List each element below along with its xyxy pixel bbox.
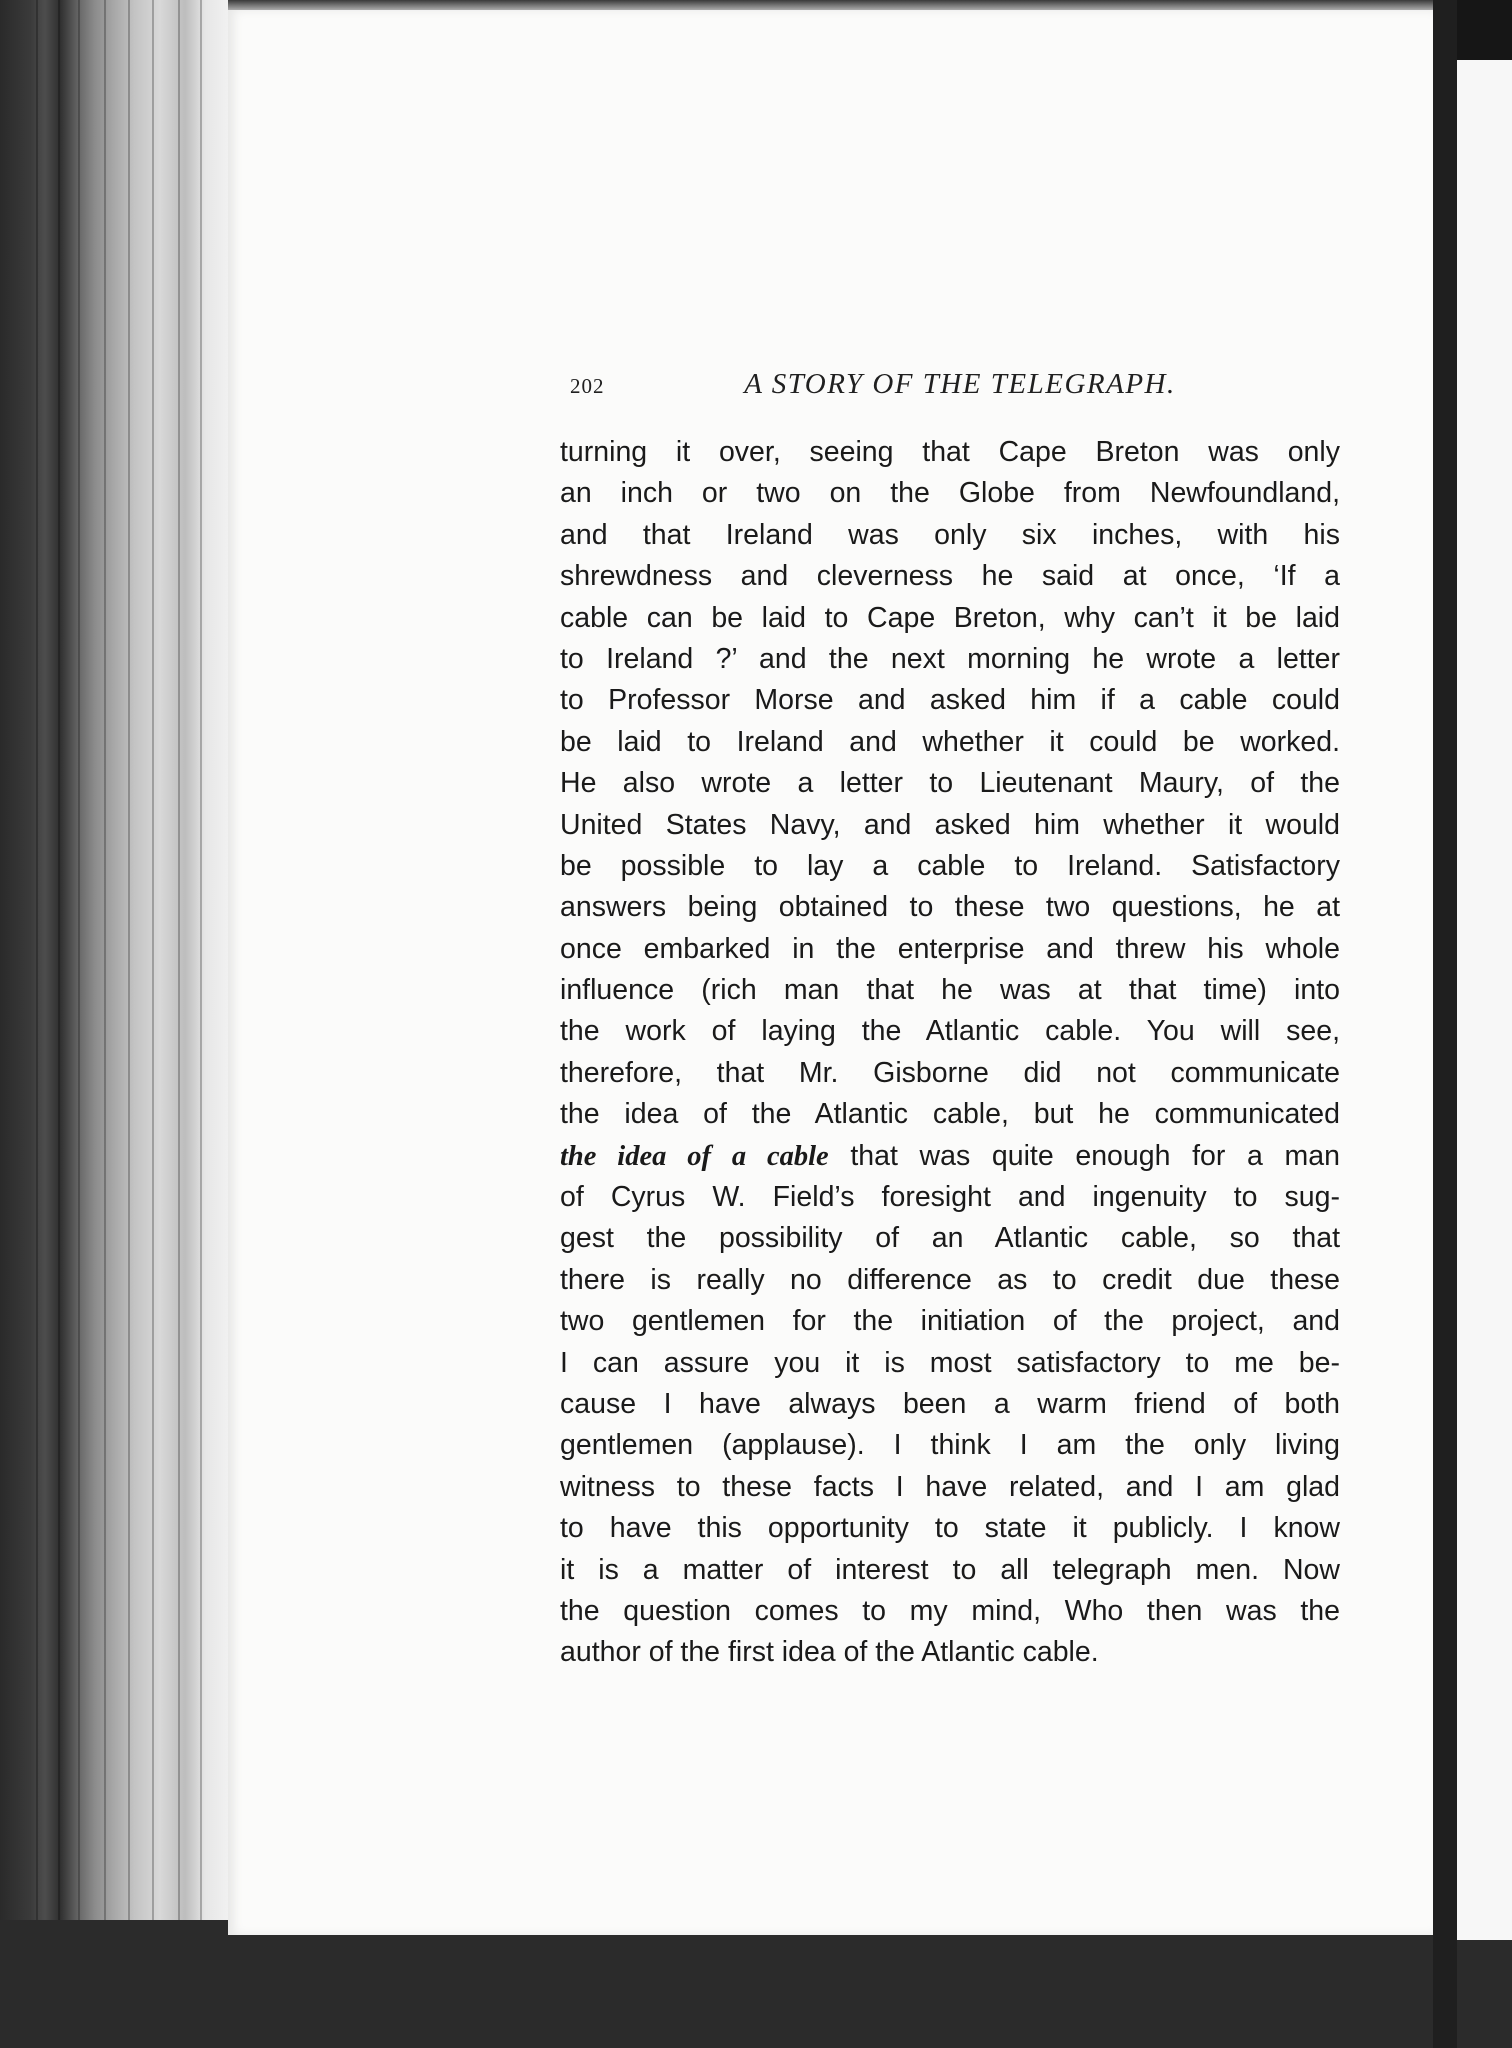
scanner-bottom-background [0, 1920, 1512, 2048]
gutter-shadow [1433, 0, 1457, 2048]
text-line: witness to these facts I have related, and I am glad [560, 1470, 1340, 1503]
text-line: gest the possibility of an Atlantic cable, so that [560, 1222, 1340, 1255]
text-line: turning it over, seeing that Cape Breton was only [560, 436, 1340, 468]
text-line: the work of laying the Atlantic cable. You will see, [560, 1015, 1340, 1048]
text-line: I can assure you it is most satisfactory to me be- [560, 1346, 1340, 1379]
text-line: an inch or two on the Globe from Newfoundland, [560, 477, 1340, 510]
text-line: answers being obtained to these two questions, he at [560, 891, 1340, 924]
text-line: influence (rich man that he was at that time) into [560, 974, 1340, 1007]
text-line: there is really no difference as to credit due these [560, 1263, 1340, 1296]
page-number: 202 [570, 374, 605, 398]
text-line: therefore, that Mr. Gisborne did not communicate [560, 1056, 1340, 1089]
text-line: to Ireland ?’ and the next morning he wrote a letter [560, 642, 1340, 675]
body-text [560, 432, 1340, 1674]
line-text: that was quite enough for a man [828, 1139, 1340, 1172]
book-page-edges [0, 0, 250, 2048]
page-header [570, 368, 1340, 408]
text-line: two gentlemen for the initiation of the project, and [560, 1305, 1340, 1338]
text-line: author of the first idea of the Atlantic cable. [560, 1636, 1099, 1669]
text-line: He also wrote a letter to Lieutenant Maury, of the [560, 767, 1340, 800]
text-line: shrewdness and cleverness he said at once, ‘If a [560, 560, 1340, 593]
facing-page-sliver [1457, 60, 1512, 1940]
text-line: the question comes to my mind, Who then was the [560, 1594, 1340, 1627]
running-title: A STORY OF THE TELEGRAPH. [744, 368, 1176, 400]
text-line: be possible to lay a cable to Ireland. Satisfactory [560, 849, 1340, 882]
text-line: cause I have always been a warm friend of both [560, 1387, 1340, 1420]
text-line: and that Ireland was only six inches, with his [560, 518, 1340, 551]
emphasized-phrase: the idea of a cable [560, 1140, 829, 1172]
text-line: it is a matter of interest to all telegraph men. Now [560, 1553, 1340, 1586]
text-line: cable can be laid to Cape Breton, why can’t it be laid [560, 601, 1340, 634]
text-line: once embarked in the enterprise and threw his whole [560, 932, 1340, 965]
text-line: gentlemen (applause). I think I am the only living [560, 1429, 1340, 1462]
text-line: to Professor Morse and asked him if a cable could [560, 684, 1340, 717]
text-line: the idea of the Atlantic cable, but he communicated [560, 1098, 1340, 1131]
text-line: of Cyrus W. Field’s foresight and ingenuity to sug- [560, 1181, 1340, 1214]
text-line: to have this opportunity to state it publicly. I know [560, 1512, 1340, 1545]
text-line: United States Navy, and asked him whether it would [560, 808, 1340, 841]
text-line: be laid to Ireland and whether it could be worked. [560, 725, 1340, 758]
text-line [560, 1136, 1340, 1177]
